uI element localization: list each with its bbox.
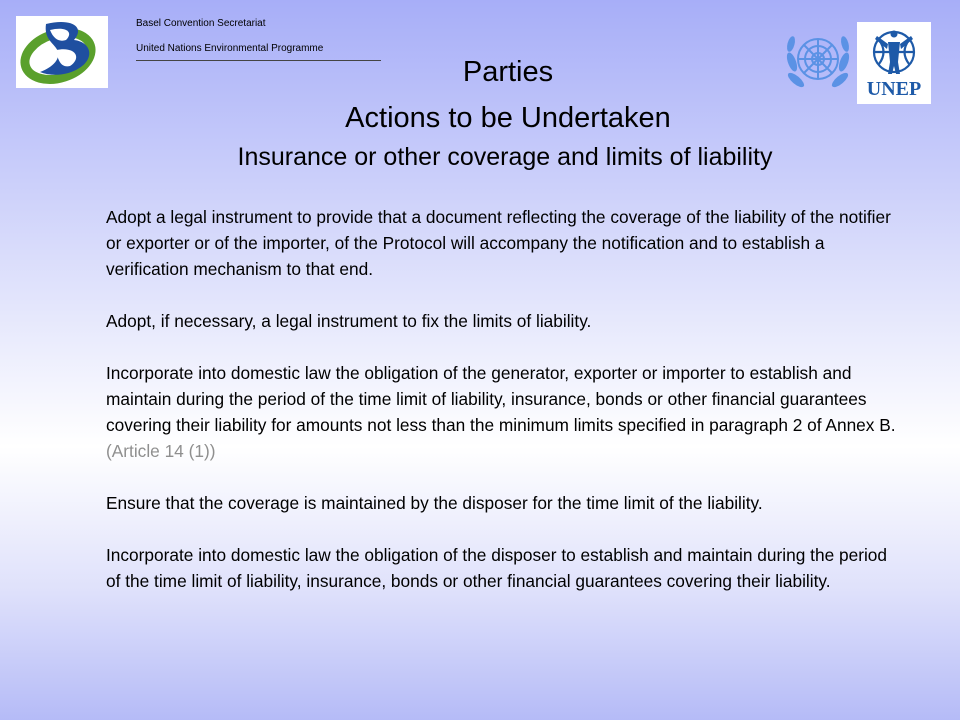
paragraph-legal-instrument-coverage: Adopt a legal instrument to provide that a document reflecting the coverage of the liability of the notifier or exporter or of the importer, of the Protocol will accompany the notification and to establish a verification mechanism to that end. [106, 207, 891, 279]
article-reference: (Article 14 (1)) [106, 441, 216, 461]
slide-title-line2: Actions to be Undertaken [345, 102, 671, 134]
slide-subtitle: Insurance or other coverage and limits of liability [237, 143, 773, 171]
paragraph-domestic-law-disposer: Incorporate into domestic law the obligation of the disposer to establish and maintain during the period of the time limit of liability, insurance, bonds or other financial guarantees covering their liability. [106, 545, 888, 591]
paragraph-limits-of-liability: Adopt, if necessary, a legal instrument to fix the limits of liability. [106, 311, 592, 331]
organization-block [136, 18, 381, 61]
body-text [106, 204, 896, 594]
slide-title-line1: Parties [462, 56, 554, 88]
paragraph-domestic-law-generator: Incorporate into domestic law the obligation of the generator, exporter or importer to establish and maintain during the period of the time limit of liability, insurance, bonds or other financial guarantees covering their liability for amounts not less than the minimum limits specified in paragraph 2 of Annex B. [106, 363, 896, 435]
org-program: United Nations Environmental Programme [136, 43, 324, 54]
paragraph-disposer-coverage: Ensure that the coverage is maintained by the disposer for the time limit of the liability. [106, 493, 763, 513]
org-name: Basel Convention Secretariat [136, 18, 266, 29]
unep-wordmark: UNEP [866, 78, 922, 100]
